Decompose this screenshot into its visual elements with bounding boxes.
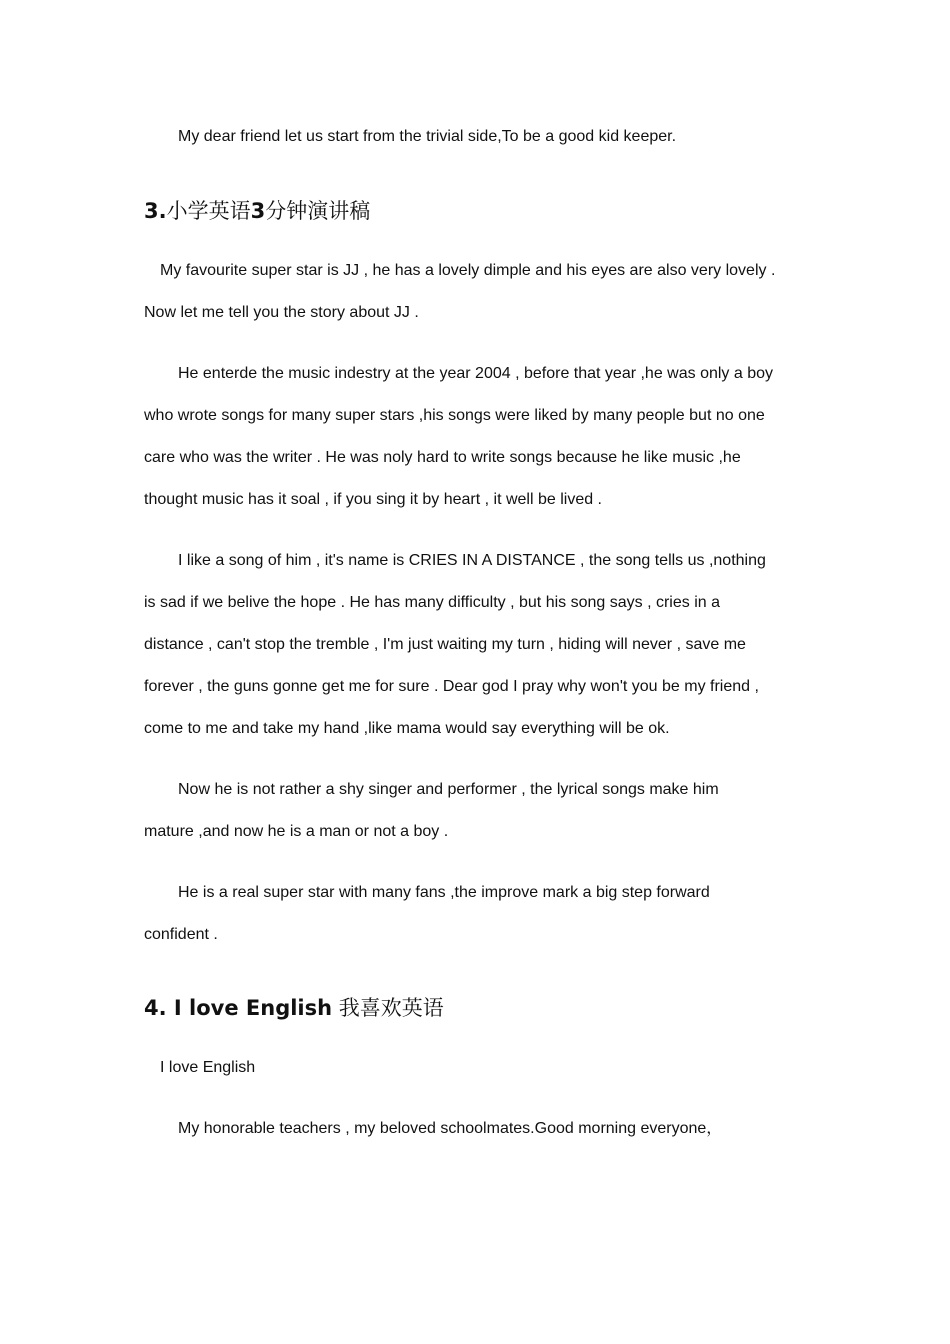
s3-p2-line3: care who was the writer . He was noly hard to write songs because he like music ,he [144,449,741,466]
section-3-number: 3. [144,199,167,223]
s3-p1-line2: Now let me tell you the story about JJ . [144,304,419,321]
s3-p2-line2: who wrote songs for many super stars ,his songs were liked by many people but no one [144,407,765,424]
s3-p3-line5: come to me and take my hand ,like mama would say everything will be ok. [144,720,670,737]
section-4-title-en: 4. I love English [144,996,333,1020]
s3-p2-line1: He enterde the music indestry at the year 2004 , before that year ,he was only a boy [178,365,774,382]
s3-p1-line1: My favourite super star is JJ , he has a lovely dimple and his eyes are also very lovely . [160,262,776,279]
s3-p3-line1: I like a song of him , it's name is CRIES IN A DISTANCE , the song tells us ,nothing [178,552,766,569]
section-3-heading [144,198,370,224]
s3-p5-line1: He is a real super star with many fans ,the improve mark a big step forward [178,884,710,901]
intro-line: My dear friend let us start from the trivial side,To be a good kid keeper. [178,128,677,145]
section-3-title-cn-a: 小学英语 [166,199,251,223]
s3-p3-line3: distance , can't stop the tremble , I'm just waiting my turn , hiding will never , save me [144,636,746,653]
s3-p4-line2: mature ,and now he is a man or not a boy . [144,823,449,840]
section-3-title-num: 3 [250,199,266,223]
s3-p2-line4: thought music has it soal , if you sing it by heart , it well be lived . [144,491,602,508]
section-4-heading [144,995,444,1021]
section-4-subtitle: I love English [160,1059,256,1076]
section-3-title-cn-b: 分钟演讲稿 [265,199,371,223]
s3-p5-line2: confident . [144,926,218,943]
s3-p3-line4: forever , the guns gonne get me for sure . Dear god I pray why won't you be my friend , [144,678,759,695]
s3-p4-line1: Now he is not rather a shy singer and performer , the lyrical songs make him [178,781,719,798]
section-4-opening: My honorable teachers , my beloved schoolmates.Good morning everyone， [178,1120,723,1137]
s3-p3-line2: is sad if we belive the hope . He has many difficulty , but his song says , cries in a [144,594,720,611]
section-4-title-cn: 我喜欢英语 [338,996,444,1020]
